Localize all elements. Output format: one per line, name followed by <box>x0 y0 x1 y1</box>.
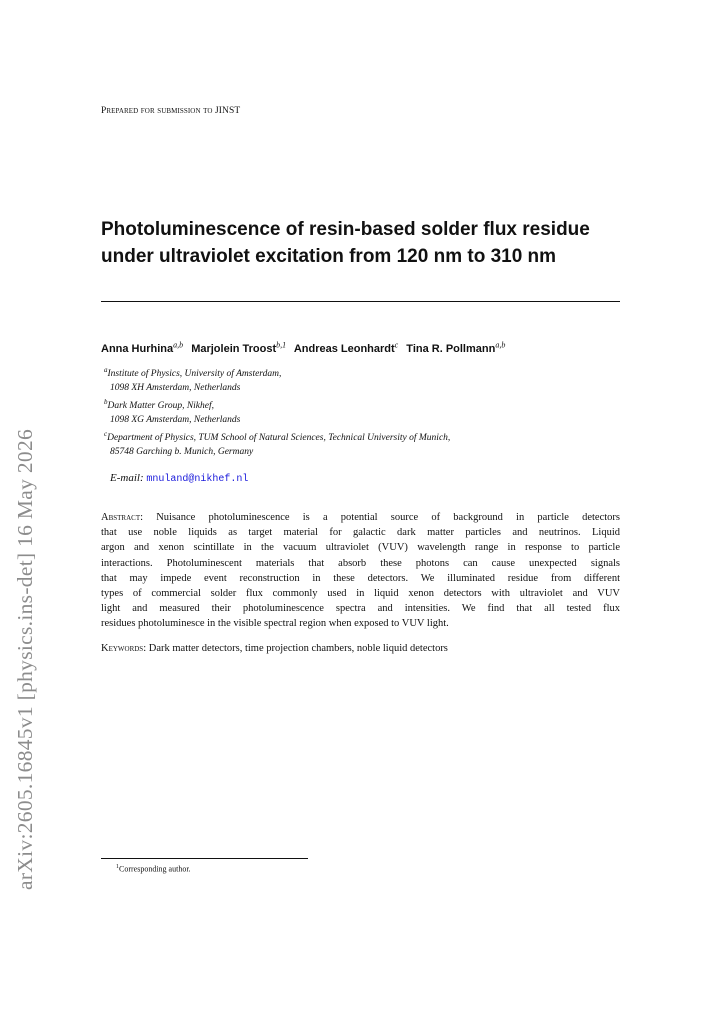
paper-title <box>101 216 641 270</box>
affiliation-a-address: 1098 XH Amsterdam, Netherlands <box>110 383 241 394</box>
footnote <box>116 864 191 874</box>
arxiv-identifier: arXiv:2605.16845v1 [physics.ins-det] 16 May 2026 <box>13 428 37 890</box>
author: Tina R. Pollmann$^{a,b}$ <box>406 340 506 355</box>
email-link[interactable]: mnuland@nikhef.nl <box>146 474 249 485</box>
author-list <box>101 340 510 355</box>
abstract-line: residues photoluminesce in the visible spectral region when exposed to VUV light. <box>101 618 449 630</box>
abstract <box>101 510 620 632</box>
abstract-label: Abstract: <box>101 512 144 523</box>
keywords <box>101 643 448 654</box>
affiliation-b-address: 1098 XG Amsterdam, Netherlands <box>110 415 241 426</box>
abstract-line: argon and xenon scintillate in the vacuum ultraviolet (VUV) wavelength range in response to particle <box>101 542 620 554</box>
abstract-line: Abstract: Nuisance photoluminescence is a potential source of background in particle detectors <box>101 512 620 523</box>
affiliation-c: $^c$Department of Physics, TUM School of Natural Sciences, Technical University of Munich, <box>104 430 451 444</box>
affiliation-c-address: 85748 Garching b. Munich, Germany <box>110 447 254 458</box>
affiliation-b: $^b$Dark Matter Group, Nikhef, <box>104 398 215 412</box>
author: Anna Hurhina$^{a,b}$ <box>101 340 184 355</box>
title-rule <box>101 301 620 302</box>
footnote-rule <box>101 858 308 859</box>
abstract-line: interactions. Photoluminescent materials that absorb these photons can cause unexpected signals <box>101 557 620 569</box>
abstract-line: that may impede event reconstruction in these detectors. We illuminated residue from different <box>101 572 620 584</box>
abstract-line: light and measured their photoluminescence spectra and intensities. We find that all tested flux <box>101 603 620 615</box>
title-line-2: under ultraviolet excitation from 120 nm to 310 nm <box>101 246 557 267</box>
footnote-text: Corresponding author. <box>119 864 191 874</box>
keywords-label: Keywords: <box>101 643 147 654</box>
affiliation-a: $^a$Institute of Physics, University of Amsterdam, <box>104 366 282 380</box>
prepared-for-submission: Prepared for submission to JINST <box>101 106 241 116</box>
abstract-line: types of commercial solder flux commonly used in liquid xenon detectors with ultraviolet and VUV <box>101 588 620 600</box>
title-line-1: Photoluminescence of resin-based solder flux residue <box>101 219 590 240</box>
abstract-line: that use noble liquids as target material for galactic dark matter particles and neutrinos. Liquid <box>101 527 620 539</box>
affiliation-list <box>104 363 450 459</box>
author: Andreas Leonhardt$^c$ <box>293 340 399 355</box>
footnote-mark: 1 <box>116 864 119 870</box>
email-line <box>110 472 248 485</box>
author: Marjolein Troost$^{b,1}$ <box>191 340 287 355</box>
keywords-text: Dark matter detectors, time projection chambers, noble liquid detectors <box>148 643 448 654</box>
email-label: E-mail: <box>110 472 144 484</box>
